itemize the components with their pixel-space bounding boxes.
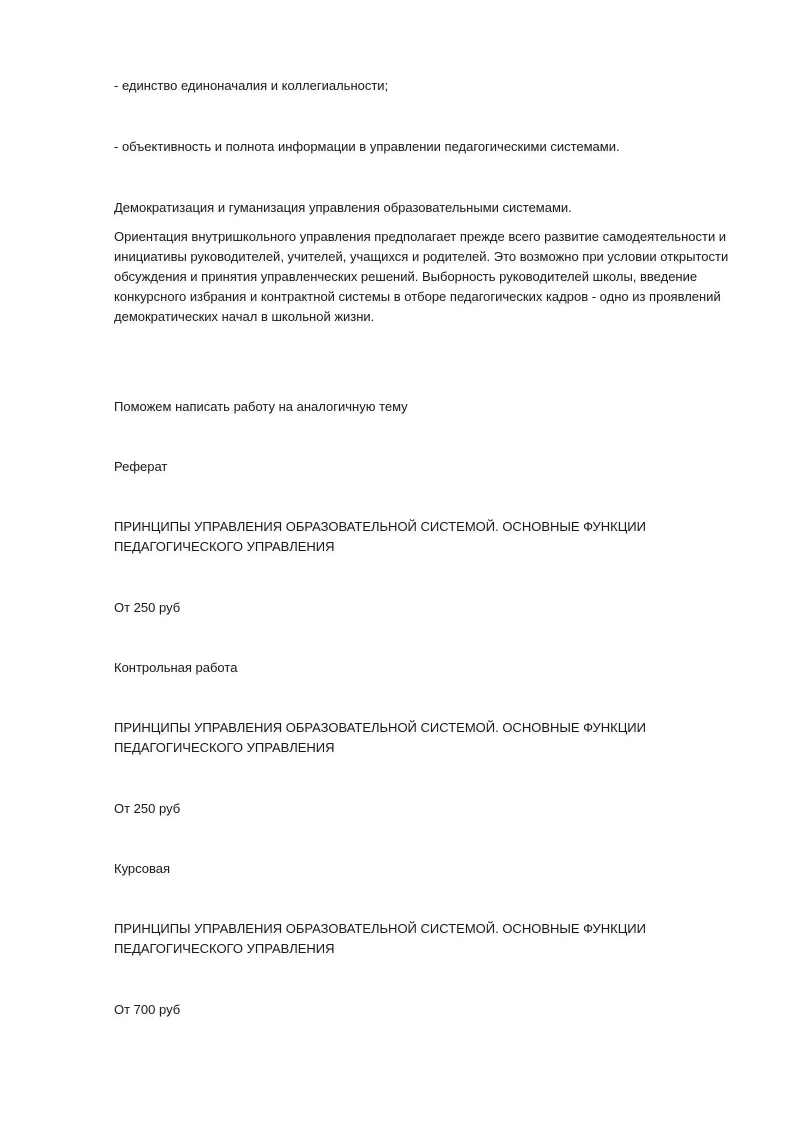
section-body: Ориентация внутришкольного управления предполагает прежде всего развитие самодеятельности и инициативы руководителей, учителей, учащихся и родителей. Это возможно при условии открытости обсуждения и принятия управленческих решений. Выборность руководителей школы, введение конкурсного избрания и контрактной системы в отборе педагогических кадров - одно из проявлений демократических начал в школьной жизни. [114, 229, 729, 324]
offer-price-test: От 250 руб [114, 801, 181, 816]
offer-type-essay[interactable]: Реферат [114, 459, 168, 474]
offer-type-test[interactable]: Контрольная работа [114, 660, 238, 675]
bullet-objectivity: - объективность и полнота информации в управлении педагогическими системами. [114, 139, 620, 154]
offer-price-essay: От 250 руб [114, 600, 181, 615]
offer-price-coursework: От 700 руб [114, 1002, 181, 1017]
offer-title-coursework[interactable]: ПРИНЦИПЫ УПРАВЛЕНИЯ ОБРАЗОВАТЕЛЬНОЙ СИСТЕМОЙ. ОСНОВНЫЕ ФУНКЦИИ ПЕДАГОГИЧЕСКОГО УПРАВЛЕНИЯ [114, 921, 646, 956]
offer-title-essay[interactable]: ПРИНЦИПЫ УПРАВЛЕНИЯ ОБРАЗОВАТЕЛЬНОЙ СИСТЕМОЙ. ОСНОВНЫЕ ФУНКЦИИ ПЕДАГОГИЧЕСКОГО УПРАВЛЕНИЯ [114, 519, 646, 554]
offer-heading: Поможем написать работу на аналогичную тему [114, 399, 408, 414]
bullet-unity: - единство единоначалия и коллегиальности; [114, 78, 389, 93]
offer-type-coursework[interactable]: Курсовая [114, 861, 171, 876]
section-heading: Демократизация и гуманизация управления образовательными системами. [114, 200, 572, 215]
offer-title-test[interactable]: ПРИНЦИПЫ УПРАВЛЕНИЯ ОБРАЗОВАТЕЛЬНОЙ СИСТЕМОЙ. ОСНОВНЫЕ ФУНКЦИИ ПЕДАГОГИЧЕСКОГО УПРАВЛЕНИЯ [114, 720, 646, 755]
